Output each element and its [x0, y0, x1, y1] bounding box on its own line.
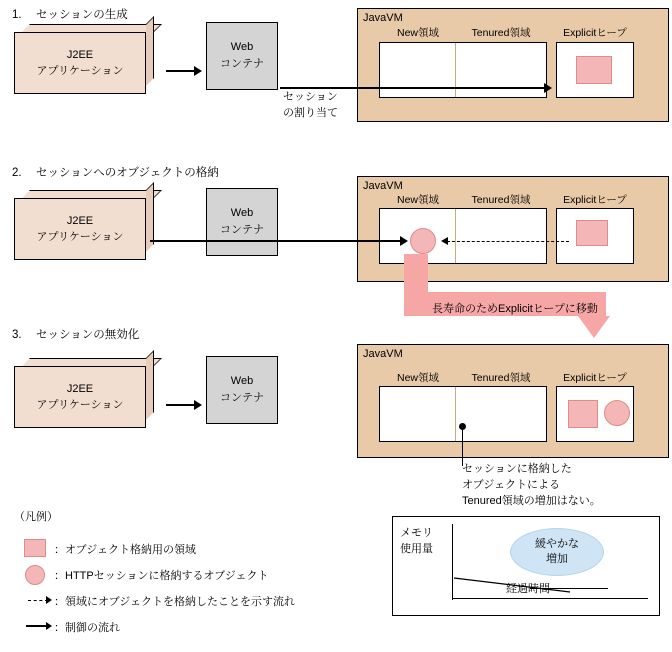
- arrow-j2ee-to-heap-2: [150, 240, 404, 242]
- box-side-face: [146, 350, 154, 420]
- heap-regions-3: [379, 386, 547, 442]
- pink-move-arrow-head: [578, 316, 610, 338]
- j2ee-app-face-1: [14, 32, 146, 94]
- elapsed-time-label: 経過時間: [506, 583, 550, 595]
- web-label-line1: Web: [230, 40, 254, 53]
- solid-arrow-icon-head: [46, 622, 52, 630]
- web-label-line2: コンテナ: [220, 224, 264, 236]
- arrow-j2ee-to-web-1: [166, 70, 196, 72]
- web-container-1: [206, 22, 278, 90]
- legend-text-circle: ：HTTPセッションに格納するオブジェクト: [54, 570, 269, 582]
- j2ee-label-line2: アプリケーション: [36, 399, 124, 411]
- tenured-region-label-3: Tenured領域: [471, 372, 531, 384]
- legend-item-square: [14, 536, 374, 562]
- dashed-arrow-icon: [28, 600, 48, 601]
- box-top-face: [22, 190, 162, 198]
- legend-item-circle: [14, 562, 374, 588]
- legend-text-dashed: ：領域にオブジェクトを格納したことを示す流れ: [54, 596, 296, 608]
- j2ee-label-line1: J2EE: [66, 214, 94, 227]
- legend-text-square: ：オブジェクト格納用の領域: [54, 544, 197, 556]
- arrow-j2ee-to-web-3: [166, 404, 196, 406]
- tenured-region-label-1: Tenured領域: [471, 27, 531, 39]
- javavm-label-3: JavaVM: [363, 348, 403, 360]
- step-3-number: 3.: [12, 329, 22, 341]
- explicit-heap-label-2: Explicitヒープ: [563, 194, 627, 206]
- dashed-store-arrow: [447, 241, 569, 242]
- legend-item-dashed-arrow: [14, 588, 374, 614]
- pink-circle-icon: [25, 565, 45, 585]
- box-top-face: [22, 358, 162, 366]
- j2ee-label-line2: アプリケーション: [36, 231, 124, 243]
- callout-line-tenured: [462, 426, 463, 466]
- j2ee-app-face-3: [14, 366, 146, 428]
- j2ee-label-line2: アプリケーション: [36, 65, 124, 77]
- new-tenured-divider-2: [455, 209, 456, 263]
- j2ee-label-line1: J2EE: [66, 382, 94, 395]
- step-2-label: セッションへのオブジェクトの格納: [36, 167, 219, 179]
- solid-arrow-icon: [26, 625, 48, 627]
- object-circle-new-2: [410, 228, 436, 254]
- web-container-2: [206, 188, 278, 256]
- explicit-heap-label-1: Explicitヒープ: [563, 27, 627, 39]
- step-3-title: [12, 326, 139, 342]
- arrow-head-2: [544, 83, 552, 93]
- legend-title: （凡例）: [14, 511, 58, 523]
- object-square-3: [568, 400, 598, 428]
- j2ee-app-face-2: [14, 198, 146, 260]
- new-region-label-3: New領域: [396, 372, 439, 384]
- no-increase-line3: Tenured領域の増加はない。: [462, 494, 601, 507]
- javavm-label-2: JavaVM: [363, 180, 403, 192]
- alloc-line1: セッション: [283, 91, 338, 103]
- heap-regions-1: [379, 42, 547, 98]
- web-label-line2: コンテナ: [220, 392, 264, 404]
- memory-axis-label: [400, 526, 433, 558]
- step-1-number: 1.: [12, 9, 22, 21]
- arrow-head-1: [194, 66, 202, 76]
- step-2-title: [12, 164, 219, 180]
- object-circle-explicit-3: [604, 400, 630, 426]
- new-region-label-2: New領域: [396, 194, 439, 206]
- pink-square-icon: [24, 539, 46, 557]
- object-square-2: [576, 220, 608, 246]
- callout-dot: [459, 423, 466, 430]
- web-label-line1: Web: [230, 206, 254, 219]
- no-increase-caption: [462, 462, 601, 510]
- web-container-3: [206, 356, 278, 424]
- no-increase-line2: オブジェクトによる: [462, 478, 561, 491]
- legend-text-solid: ：制御の流れ: [54, 622, 120, 634]
- explicit-heap-label-3: Explicitヒープ: [563, 372, 627, 384]
- new-region-label-1: New領域: [396, 27, 439, 39]
- object-square-1: [576, 56, 612, 84]
- box-top-face: [22, 24, 162, 32]
- javavm-label-1: JavaVM: [363, 12, 403, 24]
- session-alloc-caption: [283, 90, 338, 122]
- arrow-head-4: [194, 400, 202, 410]
- memory-label-line1: メモリ: [400, 527, 433, 539]
- j2ee-label-line1: J2EE: [66, 48, 94, 61]
- dashed-arrow-head: [441, 237, 448, 245]
- legend-list: [14, 536, 374, 640]
- gradual-increase-bubble: [510, 528, 604, 576]
- move-to-explicit-caption: 長寿命のためExplicitヒープに移動: [432, 303, 598, 315]
- step-3-label: セッションの無効化: [36, 329, 140, 341]
- box-side-face: [146, 16, 154, 86]
- memory-label-line2: 使用量: [400, 542, 433, 555]
- bubble-line2: 増加: [546, 553, 568, 565]
- arrow-web-to-javavm-1: [280, 87, 546, 89]
- arrow-head-3: [400, 236, 408, 246]
- tenured-region-label-2: Tenured領域: [471, 194, 531, 206]
- legend-item-solid-arrow: [14, 614, 374, 640]
- web-label-line1: Web: [230, 374, 254, 387]
- step-1-label: セッションの生成: [36, 9, 128, 21]
- alloc-line2: の割り当て: [283, 106, 338, 119]
- new-tenured-divider-3: [455, 387, 456, 441]
- web-label-line2: コンテナ: [220, 58, 264, 70]
- new-tenured-divider-1: [455, 43, 456, 97]
- step-1-title: [12, 6, 128, 22]
- dashed-arrow-icon-head: [46, 596, 52, 604]
- step-2-number: 2.: [12, 167, 22, 179]
- no-increase-line1: セッションに格納した: [462, 463, 572, 475]
- bubble-line1: 緩やかな: [535, 538, 579, 551]
